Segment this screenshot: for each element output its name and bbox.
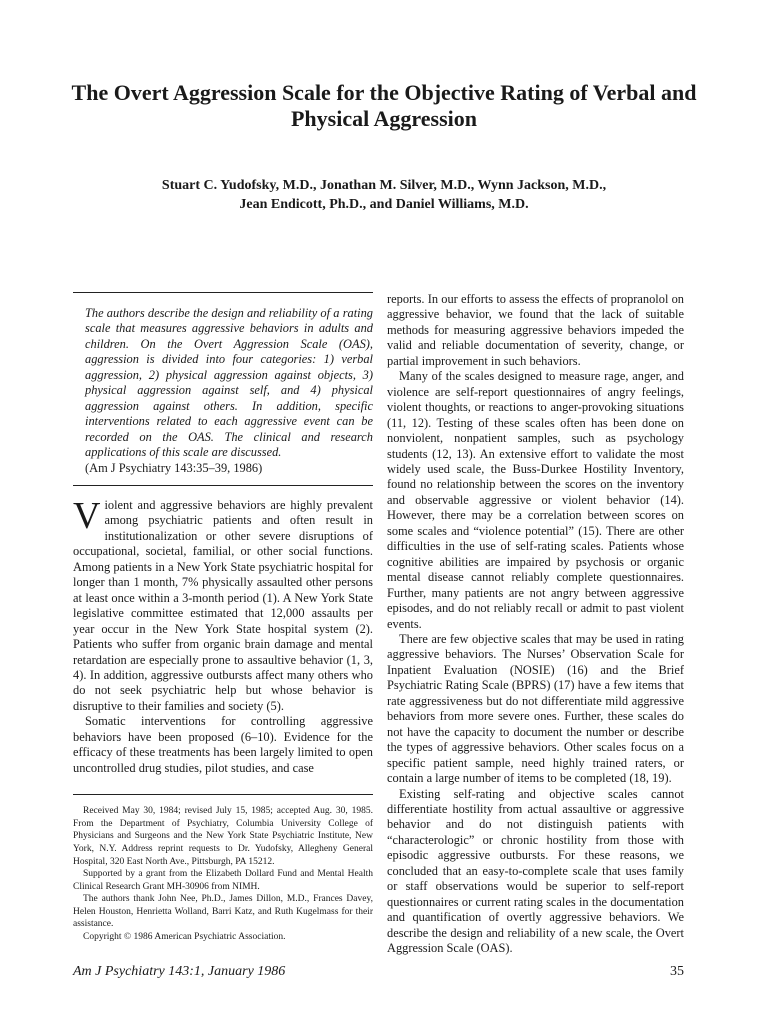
authors-line-1: Stuart C. Yudofsky, M.D., Jonathan M. Silver, M.D., Wynn Jackson, M.D., <box>161 178 607 193</box>
abstract-top-rule <box>73 292 373 293</box>
intro-paragraph-1-text: iolent and aggressive behaviors are highly prevalent among psychiatric patients and often result in institutionalization or other severe disruptions of occupational, societal, familial, or other social functions. Among patients in a New York State psychiatric hospital for longer than 1 month, 7% physically assaulted other persons at least once within a 3-month period (1). A New York State legislative committee estimated that 12,000 assaults per year occur in the New York State hospital system (2). Patients who suffer from organic brain damage and mental retardation are especially prone to assaultive behavior (1, 3, 4). In addition, aggressive outbursts affect many others who do not seek psychiatric help but whose behavior is disruptive to their families and society (5). <box>73 497 373 713</box>
authors-line-2: Jean Endicott, Ph.D., and Daniel Williams, M.D. <box>239 197 529 212</box>
footnote-rule <box>73 794 373 795</box>
page-number: 35 <box>670 964 684 979</box>
article-title: The Overt Aggression Scale for the Objective Rating of Verbal and Physical Aggression <box>71 80 697 131</box>
footnote-copyright: Copyright © 1986 American Psychiatric Association. <box>83 932 286 943</box>
right-column <box>387 292 684 956</box>
footnotes <box>73 794 373 944</box>
footnote-thanks: The authors thank John Nee, Ph.D., James Dillon, M.D., Frances Davey, Helen Houston, Henrietta Wolland, Barri Katz, and Ruth Kugelmass for their assistance. <box>73 894 373 930</box>
right-paragraph-3: There are few objective scales that may be used in rating aggressive behaviors. The Nurses’ Observation Scale for Inpatient Evaluation (NOSIE) (16) and the Brief Psychiatric Rating Scale (BPRS) (17) have a few items that rate aggressiveness but do not differentiate mild aggressive behaviors from more severe ones. Further, these scales do not have the capacity to document the number or describe the types of aggressive behaviors. Other scales focus on a specific patient sample, need highly trained raters, or contain a large number of items to be completed (18, 19). <box>387 631 684 786</box>
drop-cap: V <box>73 494 101 537</box>
intro-paragraph-1 <box>73 494 373 714</box>
author-list <box>60 176 708 214</box>
right-paragraph-4: Existing self-rating and objective scales cannot differentiate hostility from actual assaultive or aggressive behavior and do not distinguish patients with “characterologic” or chronic hostility from those with episodic aggressive outbursts. For these reasons, we concluded that an easy-to-complete scale that uses family or staff observations would be superior to self-report questionnaires or current rating scales in the documentation and quantification of overtly aggressive behaviors. We describe the design and reliability of a new scale, the Overt Aggression Scale (OAS). <box>387 786 684 956</box>
left-column <box>73 292 373 944</box>
footnote-support: Supported by a grant from the Elizabeth Dollard Fund and Mental Health Clinical Research Grant MH-30906 from NIMH. <box>73 869 373 892</box>
abstract-citation: (Am J Psychiatry 143:35–39, 1986) <box>85 460 263 475</box>
journal-footer: Am J Psychiatry 143:1, January 1986 <box>73 964 286 979</box>
footnote-received: Received May 30, 1984; revised July 15, 1985; accepted Aug. 30, 1985. From the Department of Psychiatry, Columbia University College of Physicians and Surgeons and the New York State Psychiatric Institute, New York, N.Y. Address reprint requests to Dr. Yudofsky, Allegheny General Hospital, 320 East North Ave., Pittsburgh, PA 15212. <box>73 806 373 867</box>
abstract <box>73 306 373 476</box>
intro-paragraph-2: Somatic interventions for controlling aggressive behaviors have been proposed (6–10). Evidence for the efficacy of these treatments has been largely limited to open uncontrolled drug studies, pilot studies, and case <box>73 714 373 775</box>
abstract-bottom-rule <box>73 485 373 486</box>
right-paragraph-2: Many of the scales designed to measure rage, anger, and violence are self-report questionnaires of angry feelings, violent thoughts, or reactions to anger-provoking situations (11, 12). Testing of these scales often has been done on nonviolent, nonpatient samples, such as psychology students (12, 13). An extensive effort to validate the most widely used scale, the Buss-Durkee Hostility Inventory, found no relationship between the scores on the inventory and observable aggressive or violent behavior (14). However, there may be a correlation between scores on some scales and “violence potential” (15). There are other difficulties in the use of self-rating scales. Patients whose cognitive abilities are impaired by psychosis or organic mental disease cannot reliably complete questionnaires. Further, many patients are not angry between aggressive episodes, and do not reliably recall or admit to past violent events. <box>387 369 684 631</box>
right-paragraph-1: reports. In our efforts to assess the effects of propranolol on aggressive behavior, we found that the lack of suitable methods for measuring aggressive behaviors impeded the valid and reliable documentation of severity, change, or partial improvement in such behaviors. <box>387 292 684 368</box>
abstract-text: The authors describe the design and reliability of a rating scale that measures aggressive behaviors in adults and children. On the Overt Aggression Scale (OAS), aggression is divided into four categories: 1) verbal aggression, 2) physical aggression against objects, 3) physical aggression against self, and 4) physical aggression against others. In addition, specific interventions related to each aggressive event can be recorded on the OAS. The clinical and research applications of this scale are discussed. <box>85 306 373 460</box>
